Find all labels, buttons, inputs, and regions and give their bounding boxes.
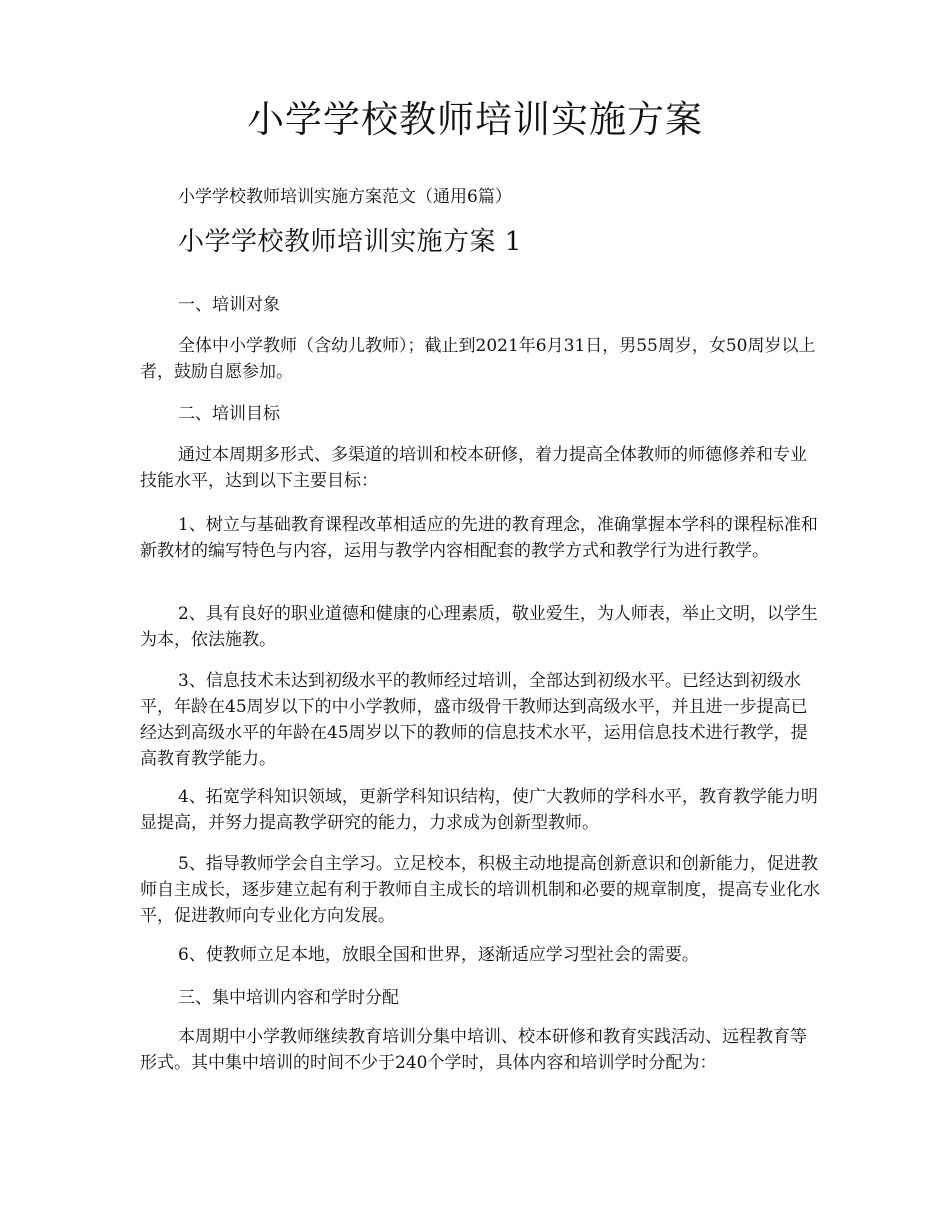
heading-training-target: 一、培训对象 [178, 295, 280, 315]
document-subtitle: 小学学校教师培训实施方案范文（通用6篇） [178, 187, 512, 207]
document-title: 小学学校教师培训实施方案 [247, 98, 703, 141]
heading-training-content: 三、集中培训内容和学时分配 [178, 988, 399, 1008]
paragraph-training-content: 本周期中小学教师继续教育培训分集中培训、校本研修和教育实践活动、远程教育等形式。其中集中培训的时间不少于240个学时，具体内容和培训学时分配为： [140, 1027, 807, 1073]
paragraph-goal-5: 5、指导教师学会自主学习。立足校本，积极主动地提高创新意识和创新能力，促进教师自主成长，逐步建立起有利于教师自主成长的培训机制和必要的规章制度，提高专业化水平，促进教师向专业化方向发展。 [140, 854, 820, 926]
paragraph-goal-6: 6、使教师立足本地，放眼全国和世界，逐渐适应学习型社会的需要。 [178, 945, 699, 965]
heading-training-goals: 二、培训目标 [178, 404, 280, 424]
paragraph-goal-2: 2、具有良好的职业道德和健康的心理素质，敬业爱生，为人师表，举止文明，以学生为本，依法施教。 [140, 604, 818, 650]
paragraph-training-target: 全体中小学教师（含幼儿教师）；截止到2021年6月31日，男55周岁，女50周岁以上者，鼓励自愿参加。 [140, 336, 816, 382]
paragraph-goal-1: 1、树立与基础教育课程改革相适应的先进的教育理念，准确掌握本学科的课程标准和新教材的编写特色与内容，运用与教学内容相配套的教学方式和教学行为进行教学。 [140, 515, 818, 561]
paragraph-goal-3: 3、信息技术未达到初级水平的教师经过培训，全部达到初级水平。已经达到初级水平，年龄在45周岁以下的中小学教师，盛市级骨干教师达到高级水平，并且进一步提高已经达到高级水平的年龄在45周岁以下的教师的信息技术水平，运用信息技术进行教学，提高教育教学能力。 [140, 671, 808, 769]
paragraph-goals-intro: 通过本周期多形式、多渠道的培训和校本研修，着力提高全体教师的师德修养和专业技能水平，达到以下主要目标： [140, 445, 807, 491]
paragraph-goal-4: 4、拓宽学科知识领域，更新学科知识结构，使广大教师的学科水平，教育教学能力明显提高，并努力提高教学研究的能力，力求成为创新型教师。 [140, 787, 818, 833]
section-heading: 小学学校教师培训实施方案 1 [178, 227, 522, 257]
